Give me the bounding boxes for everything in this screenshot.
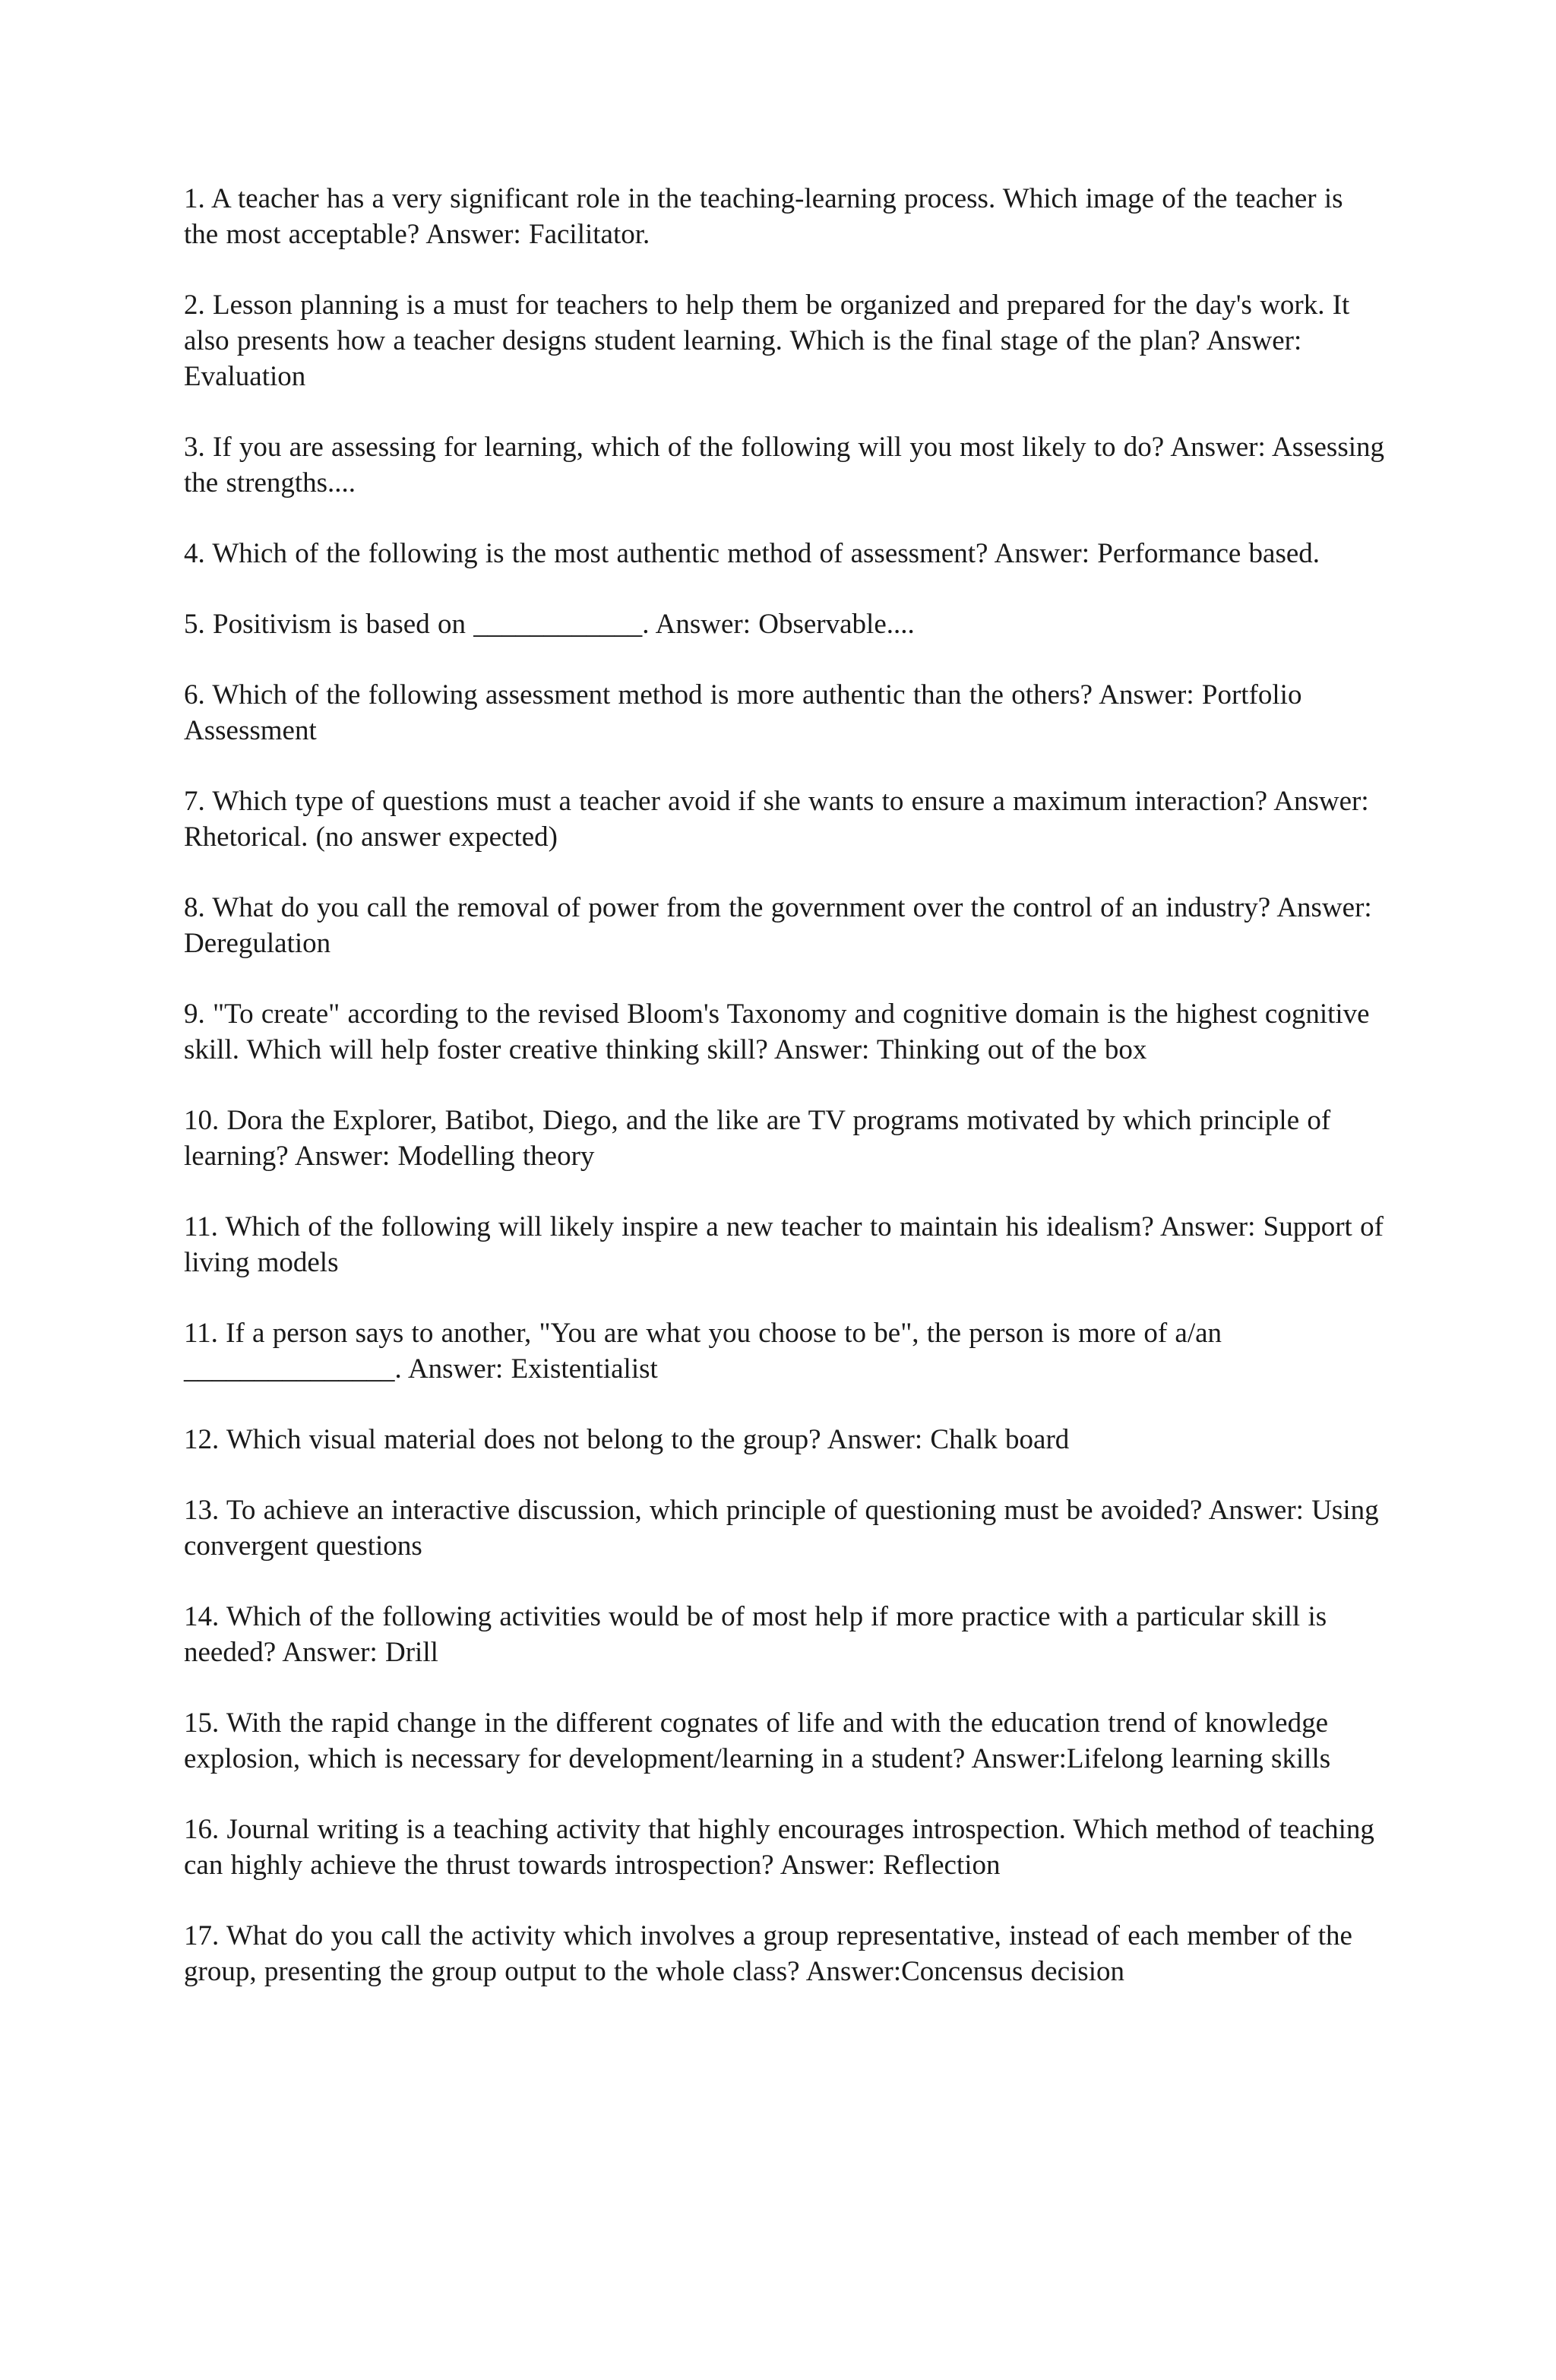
- question-item-11b: 11. If a person says to another, "You are what you choose to be", the person is more of a/an _______________. Answer: Existentialist: [184, 1318, 1222, 1385]
- question-item-7: 7. Which type of questions must a teacher avoid if she wants to ensure a maximum interaction? Answer: Rhetorical. (no answer expected): [184, 786, 1369, 853]
- question-item-16: 16. Journal writing is a teaching activity that highly encourages introspection. Which method of teaching can highly achieve the thrust towards introspection? Answer: Reflection: [184, 1814, 1374, 1881]
- question-item-2: 2. Lesson planning is a must for teachers to help them be organized and prepared for the day's work. It also presents how a teacher designs student learning. Which is the final stage of the plan? Answer: Evaluation: [184, 290, 1350, 392]
- question-item-10: 10. Dora the Explorer, Batibot, Diego, and the like are TV programs motivated by which principle of learning? Answer: Modelling theory: [184, 1105, 1331, 1172]
- question-item-14: 14. Which of the following activities would be of most help if more practice with a particular skill is needed? Answer: Drill: [184, 1601, 1327, 1668]
- question-item-12: 12. Which visual material does not belong to the group? Answer: Chalk board: [184, 1424, 1070, 1455]
- question-item-9: 9. "To create" according to the revised Bloom's Taxonomy and cognitive domain is the highest cognitive skill. Which will help foster creative thinking skill? Answer: Thinking out of the box: [184, 999, 1370, 1065]
- question-item-4: 4. Which of the following is the most authentic method of assessment? Answer: Performance based.: [184, 538, 1320, 569]
- question-item-8: 8. What do you call the removal of power from the government over the control of an industry? Answer: Deregulation: [184, 892, 1372, 959]
- question-item-13: 13. To achieve an interactive discussion, which principle of questioning must be avoided? Answer: Using convergent questions: [184, 1495, 1379, 1562]
- question-item-6: 6. Which of the following assessment method is more authentic than the others? Answer: Portfolio Assessment: [184, 679, 1302, 746]
- question-list: [184, 181, 1384, 2024]
- question-item-17: 17. What do you call the activity which involves a group representative, instead of each member of the group, presenting the group output to the whole class? Answer:Concensus decision: [184, 1920, 1352, 1987]
- question-item-15: 15. With the rapid change in the different cognates of life and with the education trend of knowledge explosion, which is necessary for development/learning in a student? Answer:Lifelong learning skills: [184, 1707, 1331, 1774]
- question-item-1: 1. A teacher has a very significant role in the teaching-learning process. Which image of the teacher is the most acceptable? Answer: Facilitator.: [184, 183, 1343, 250]
- question-item-5: 5. Positivism is based on ____________. Answer: Observable....: [184, 609, 915, 640]
- question-item-3: 3. If you are assessing for learning, which of the following will you most likely to do? Answer: Assessing the strengths....: [184, 432, 1385, 498]
- question-item-11: 11. Which of the following will likely inspire a new teacher to maintain his idealism? Answer: Support of living models: [184, 1211, 1384, 1278]
